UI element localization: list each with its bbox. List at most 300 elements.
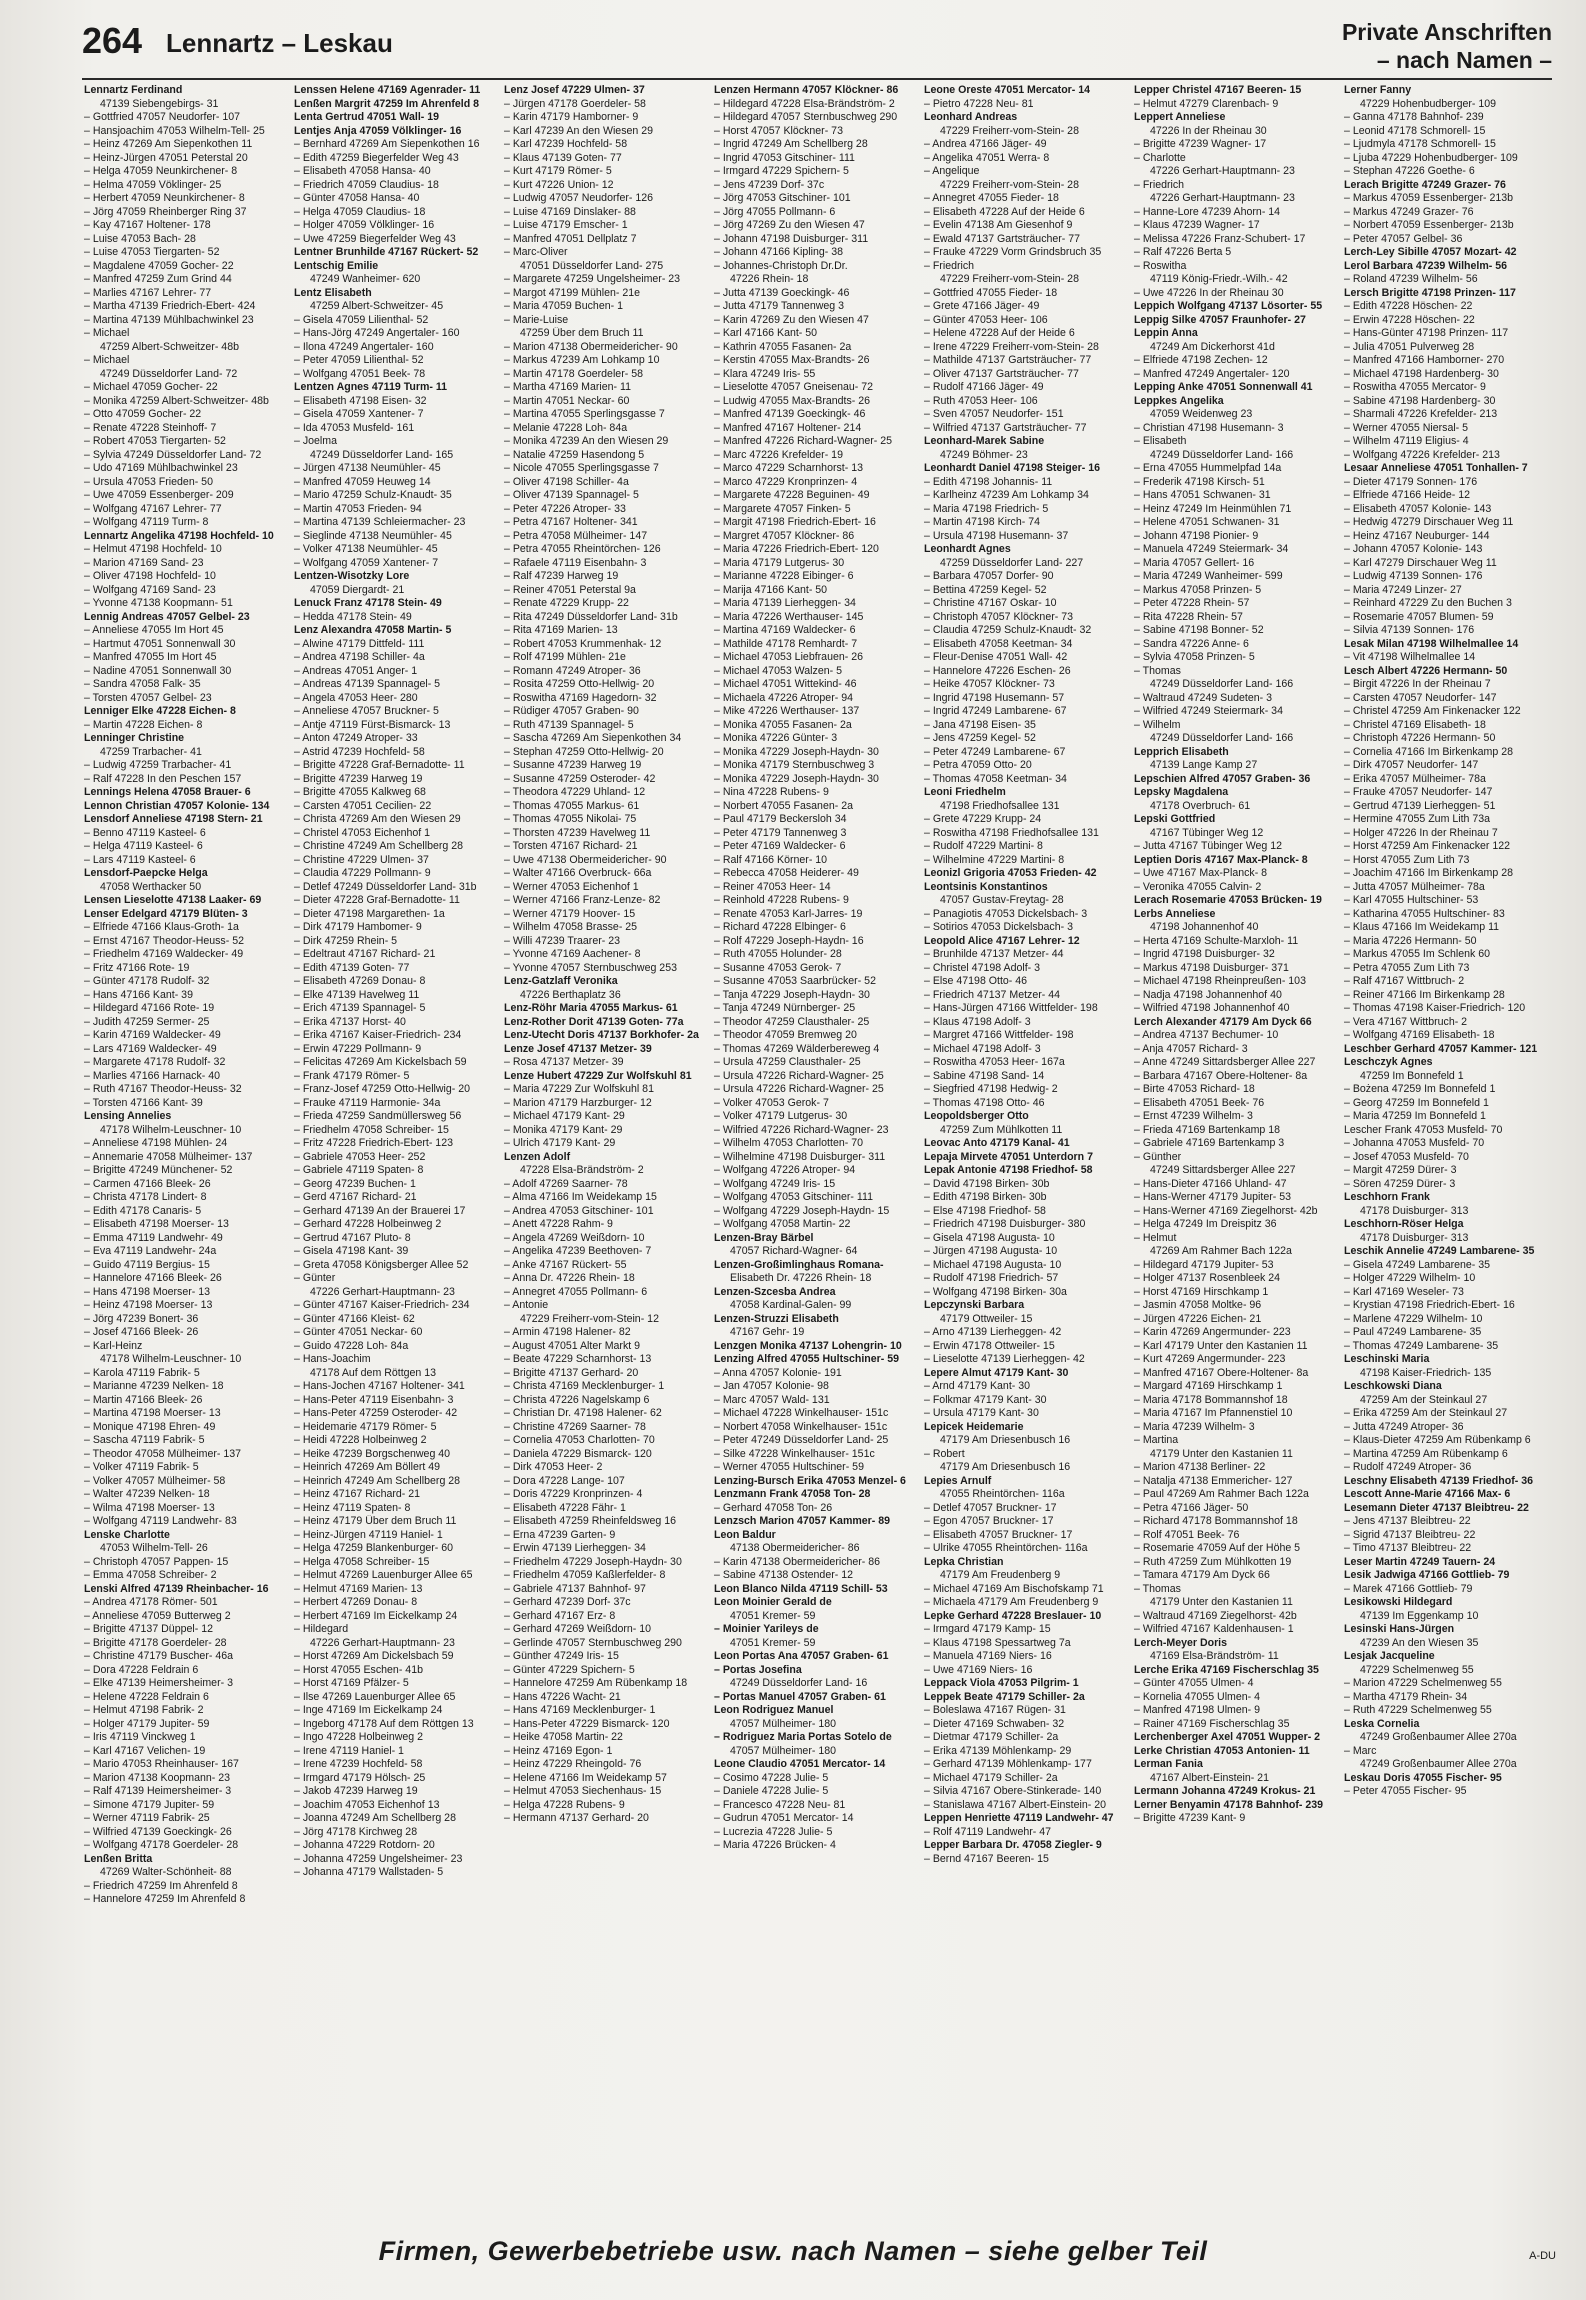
listing-entry: 47198 Johannenhof 40 bbox=[1150, 921, 1259, 933]
listing-entry: – Gerhard 47139 Möhlenkamp- 177 bbox=[924, 1758, 1092, 1770]
listing-entry: – Marc 47226 Krefelder- 19 bbox=[714, 448, 843, 461]
listing-column-6 bbox=[1134, 84, 1334, 2184]
listing-entry: 47249 Düsseldorfer Land- 165 bbox=[310, 448, 454, 461]
listing-entry: – Antonie bbox=[504, 1299, 549, 1311]
listing-entry: – Thomas 47249 Lambarene- 35 bbox=[1344, 1339, 1499, 1352]
listing-entry: – Bernhard 47269 Am Siepenkothen 16 bbox=[294, 138, 480, 150]
listing-entry: – Holger 47226 In der Rheinau 7 bbox=[1344, 826, 1498, 839]
listing-entry-head: Lensdorf-Paepcke Helga bbox=[84, 867, 208, 879]
listing-entry: – Helmut 47169 Marien- 13 bbox=[294, 1582, 423, 1595]
listing-entry: – Lieselotte 47057 Gneisenau- 72 bbox=[714, 381, 874, 393]
listing-entry: – Dora 47228 Lange- 107 bbox=[504, 1474, 625, 1487]
listing-entry: – Michael bbox=[84, 354, 130, 366]
listing-entry: – Benno 47119 Kasteel- 6 bbox=[84, 826, 206, 839]
listing-entry: – Marianne 47239 Nelken- 18 bbox=[84, 1380, 224, 1392]
listing-entry: – Ernst 47167 Theodor-Heuss- 52 bbox=[84, 934, 244, 947]
listing-entry: – Jens 47239 Dorf- 37c bbox=[714, 178, 825, 191]
listing-column-5 bbox=[924, 84, 1124, 2184]
listing-entry: – Brigitte 47178 Goerdeler- 28 bbox=[84, 1636, 227, 1649]
listing-entry: – Willi 47239 Traarer- 23 bbox=[504, 934, 620, 947]
listing-entry: 47179 Ottweiler- 15 bbox=[940, 1312, 1033, 1325]
listing-entry: – Margot 47199 Mühlen- 21e bbox=[504, 286, 641, 299]
listing-entry: – Josef 47166 Bleek- 26 bbox=[84, 1326, 199, 1338]
listing-entry: – Sven 47057 Neudorfer- 151 bbox=[924, 408, 1064, 420]
listing-entry: – Angela 47269 Weißdorn- 10 bbox=[504, 1231, 645, 1244]
listing-entry: – Helga 47249 Im Dreispitz 36 bbox=[1134, 1218, 1277, 1230]
listing-entry: – Martina 47139 Mühlbachwinkel 23 bbox=[84, 313, 254, 326]
listing-entry: – Rebecca 47058 Heiderer- 49 bbox=[714, 867, 859, 879]
listing-entry: – Ralf 47167 Wittbruch- 2 bbox=[1344, 975, 1465, 987]
listing-entry: – Elke 47139 Heimersheimer- 3 bbox=[84, 1677, 233, 1689]
listing-entry: – Heinz 47167 Neuburger- 144 bbox=[1344, 529, 1490, 542]
listing-entry: – Pietro 47228 Neu- 81 bbox=[924, 97, 1034, 110]
listing-entry: – Peter 47055 Fischer- 95 bbox=[1344, 1785, 1467, 1797]
listing-entry: – Rudolf 47249 Atroper- 36 bbox=[1344, 1461, 1472, 1473]
listing-entry: – Karl 47239 An den Wiesen 29 bbox=[504, 124, 654, 137]
listing-entry-head: Lenser Edelgard 47179 Blüten- 3 bbox=[84, 907, 248, 920]
listing-entry: – Ilse 47269 Lauenburger Allee 65 bbox=[294, 1690, 456, 1703]
listing-entry: – Christine 47269 Saarner- 78 bbox=[504, 1420, 646, 1433]
listing-entry-head: Lenz-Gatzlaff Veronika bbox=[504, 975, 618, 987]
listing-entry-head: Leonhard Andreas bbox=[924, 111, 1018, 123]
listing-entry: 47167 Gehr- 19 bbox=[730, 1326, 805, 1338]
listing-entry: – Wolfgang 47178 Goerdeler- 28 bbox=[84, 1839, 239, 1851]
listing-entry: – Christel 47169 Elisabeth- 18 bbox=[1344, 718, 1486, 731]
listing-entry: 47059 Diergardt- 21 bbox=[310, 583, 405, 596]
listing-entry: 47138 Obermeidericher- 86 bbox=[730, 1542, 860, 1554]
listing-entry-head: Leon Moinier Gerald de bbox=[714, 1596, 832, 1608]
listing-entry: – Dietmar 47179 Schiller- 2a bbox=[924, 1731, 1059, 1743]
listing-entry: – Vit 47198 Wilhelmallee 14 bbox=[1344, 651, 1476, 663]
listing-entry: – Elisabeth 47269 Donau- 8 bbox=[294, 975, 426, 987]
listing-entry: – Angelika 47239 Beethoven- 7 bbox=[504, 1245, 652, 1257]
listing-entry: – Susanne 47053 Saarbrücker- 52 bbox=[714, 975, 876, 987]
listing-entry-head: Leschinski Maria bbox=[1344, 1353, 1430, 1365]
listing-entry-head: Lennartz Angelika 47198 Hochfeld- 10 bbox=[84, 529, 274, 542]
listing-entry: – Andrea 47053 Gitschiner- 101 bbox=[504, 1204, 654, 1217]
listing-entry: – Markus 47239 Am Lohkamp 10 bbox=[504, 354, 660, 366]
listing-entry-head: Lenzen Hermann 47057 Klöckner- 86 bbox=[714, 84, 899, 96]
listing-entry: 47167 Albert-Einstein- 21 bbox=[1150, 1771, 1269, 1784]
listing-entry: – Reinhard 47229 Zu den Buchen 3 bbox=[1344, 597, 1512, 609]
listing-column-3 bbox=[504, 84, 704, 2184]
listing-entry: – Else 47198 Otto- 46 bbox=[924, 975, 1028, 987]
listing-entry: – Krystian 47198 Friedrich-Ebert- 16 bbox=[1344, 1299, 1515, 1311]
footer-note: Firmen, Gewerbebetriebe usw. nach Namen – siehe gelber Teil bbox=[378, 2236, 1208, 2266]
listing-entry: – Maria 47226 Friedrich-Ebert- 120 bbox=[714, 543, 879, 555]
listing-entry: – Alwine 47179 Dittfeld- 111 bbox=[294, 637, 425, 650]
listing-entry: – Grete 47166 Jäger- 49 bbox=[924, 300, 1040, 312]
listing-entry: – Wolfgang 47051 Beek- 78 bbox=[294, 367, 426, 380]
listing-entry: – Margarete 47259 Ungelsheimer- 23 bbox=[504, 273, 681, 285]
listing-entry: – Marija 47166 Kant- 50 bbox=[714, 583, 828, 596]
listing-entry: – Helga 47058 Schreiber- 15 bbox=[294, 1555, 430, 1568]
listing-entry: 47259 Albert-Schweitzer- 45 bbox=[310, 300, 444, 312]
listing-entry: – Hermine 47055 Zum Lith 73a bbox=[1344, 813, 1491, 825]
listing-entry: – Martha 47139 Friedrich-Ebert- 424 bbox=[84, 300, 256, 312]
listing-entry: – Martha 47169 Marien- 11 bbox=[504, 381, 632, 393]
listing-entry: – Brigitte 47228 Graf-Bernadotte- 11 bbox=[294, 759, 465, 771]
listing-entry-head: Leschhorn Frank bbox=[1344, 1191, 1430, 1203]
listing-entry: – Helmut 47198 Hochfeld- 10 bbox=[84, 543, 222, 555]
listing-entry: – Martin 47198 Kirch- 74 bbox=[924, 516, 1041, 528]
listing-entry-head: Lepaja Mirvete 47051 Unterdorn 7 bbox=[924, 1150, 1093, 1163]
listing-entry: – Martina 47169 Waldecker- 6 bbox=[714, 624, 856, 636]
listing-entry: – Uwe 47167 Max-Planck- 8 bbox=[1134, 867, 1268, 879]
listing-entry: – Sandra 47058 Falk- 35 bbox=[84, 678, 201, 690]
listing-entry: – Monika 47229 Joseph-Haydn- 30 bbox=[714, 745, 879, 758]
listing-entry: – Elisabeth 47058 Hansa- 40 bbox=[294, 165, 431, 177]
listing-entry: – Sabine 47198 Bonner- 52 bbox=[1134, 624, 1264, 636]
footer-code: A-DU bbox=[1529, 2250, 1556, 2262]
listing-entry: – Uwe 47059 Essenberger- 209 bbox=[84, 489, 234, 501]
listing-entry: – Heinz 47269 Am Siepenkothen 11 bbox=[84, 138, 253, 150]
listing-entry: – Kurt 47269 Angermunder- 223 bbox=[1134, 1353, 1286, 1365]
listing-entry-head: Lepping Anke 47051 Sonnenwall 41 bbox=[1134, 381, 1313, 393]
listing-entry: – Detlef 47249 Düsseldorfer Land- 31b bbox=[294, 880, 477, 893]
listing-entry: – Herbert 47269 Donau- 8 bbox=[294, 1596, 418, 1608]
listing-entry: 47249 Düsseldorfer Land- 166 bbox=[1150, 448, 1294, 461]
listing-entry: 47226 Gerhart-Hauptmann- 23 bbox=[1150, 165, 1295, 177]
listing-entry: – Karola 47119 Fabrik- 5 bbox=[84, 1366, 200, 1379]
listing-entry: – Jürgen 47178 Goerdeler- 58 bbox=[504, 97, 646, 110]
listing-entry: – Renate 47053 Karl-Jarres- 19 bbox=[714, 907, 863, 920]
listing-entry: – Wilhelm bbox=[1134, 718, 1181, 731]
listing-entry: – Anett 47228 Rahm- 9 bbox=[504, 1218, 613, 1230]
listing-entry: – Horst 47169 Hirschkamp 1 bbox=[1134, 1285, 1269, 1298]
listing-entry: 47259 Am der Steinkaul 27 bbox=[1360, 1393, 1488, 1406]
listing-entry: – Robert bbox=[924, 1447, 965, 1460]
listing-entry: – Günter bbox=[294, 1272, 336, 1284]
listing-entry: 47178 Overbruch- 61 bbox=[1150, 799, 1251, 812]
listing-entry: – Hans-Joachim bbox=[294, 1353, 371, 1365]
listing-entry: – Barbara 47167 Obere-Holtener- 8a bbox=[1134, 1069, 1308, 1082]
listing-entry: – Yvonne 47057 Sternbuschweg 253 bbox=[504, 961, 677, 974]
listing-entry: – Manfred 47259 Zum Grind 44 bbox=[84, 273, 232, 285]
listing-entry: – Oliver 47198 Schiller- 4a bbox=[504, 475, 629, 488]
listing-entry: – Christel 47198 Adolf- 3 bbox=[924, 961, 1041, 974]
listing-entry-head: Lerch-Ley Sibille 47057 Mozart- 42 bbox=[1344, 246, 1517, 258]
listing-entry: – Dora 47228 Feldrain 6 bbox=[84, 1663, 199, 1676]
listing-columns bbox=[84, 84, 1570, 2184]
listing-entry: – Jörg 47053 Gitschiner- 101 bbox=[714, 192, 851, 204]
section-title-line2: – nach Namen – bbox=[1376, 47, 1552, 73]
listing-entry: – Martina 47259 Am Rübenkamp 6 bbox=[1344, 1447, 1508, 1460]
listing-entry: – Jutta 47167 Tübinger Weg 12 bbox=[1134, 840, 1283, 852]
listing-entry: – Manfred 47167 Obere-Holtener- 8a bbox=[1134, 1366, 1309, 1379]
listing-entry-head: Lepsky Magdalena bbox=[1134, 786, 1229, 798]
listing-entry: – Hans 47226 Wacht- 21 bbox=[504, 1690, 621, 1703]
listing-entry: – Georg 47239 Buchen- 1 bbox=[294, 1177, 416, 1190]
listing-entry: – Boleslawa 47167 Rügen- 31 bbox=[924, 1704, 1066, 1716]
listing-entry: – Ulrike 47055 Rheintörchen- 116a bbox=[924, 1542, 1088, 1554]
listing-entry: – Martha 47179 Rhein- 34 bbox=[1344, 1690, 1468, 1703]
listing-entry: 47249 Großenbaumer Allee 270a bbox=[1360, 1731, 1517, 1743]
listing-entry: – Edith 47228 Höschen- 22 bbox=[1344, 300, 1473, 312]
listing-entry: – Peter 47249 Lambarene- 67 bbox=[924, 745, 1066, 758]
listing-entry-head: Lepere Almut 47179 Kant- 30 bbox=[924, 1366, 1069, 1379]
listing-entry: – Helga 47259 Blankenburger- 60 bbox=[294, 1542, 454, 1554]
listing-entry-head: Lerch-Meyer Doris bbox=[1134, 1636, 1228, 1649]
listing-entry-head: Leppin Anna bbox=[1134, 327, 1198, 339]
listing-entry-head: Lepicek Heidemarie bbox=[924, 1420, 1024, 1433]
listing-entry: – Rainer 47169 Fischerschlag 35 bbox=[1134, 1717, 1290, 1730]
listing-entry: – Karin 47269 Angermunder- 223 bbox=[1134, 1326, 1291, 1338]
listing-entry-head: Lenuck Franz 47178 Stein- 49 bbox=[294, 597, 442, 609]
listing-entry: – Luise 47169 Dinslaker- 88 bbox=[504, 205, 636, 218]
listing-entry: – Renate 47228 Steinhoff- 7 bbox=[84, 421, 217, 434]
listing-entry: – Christine 47229 Ulmen- 37 bbox=[294, 853, 429, 866]
listing-entry: – Hannelore 47259 Im Ahrenfeld 8 bbox=[84, 1893, 246, 1905]
listing-entry: – Marion 47169 Sand- 23 bbox=[84, 556, 204, 569]
listing-entry: – Helma 47059 Vöklinger- 25 bbox=[84, 178, 222, 191]
listing-entry: – Werner 47053 Eichenhof 1 bbox=[504, 880, 639, 893]
listing-entry-head: Leovac Anto 47179 Kanal- 41 bbox=[924, 1137, 1070, 1149]
listing-entry-head: Lesak Milan 47198 Wilhelmallee 14 bbox=[1344, 637, 1519, 650]
listing-entry: 47178 Duisburger- 313 bbox=[1360, 1231, 1469, 1244]
listing-entry: 47169 Elsa-Brändström- 11 bbox=[1150, 1650, 1279, 1662]
listing-entry: – Heinz-Jürgen 47119 Haniel- 1 bbox=[294, 1528, 443, 1541]
listing-entry: – Lucrezia 47228 Julie- 5 bbox=[714, 1825, 833, 1838]
listing-entry: – Karin 47169 Waldecker- 49 bbox=[84, 1029, 221, 1041]
listing-entry: – Wilfried 47226 Richard-Wagner- 23 bbox=[714, 1123, 889, 1136]
listing-entry-head: Lentzen Agnes 47119 Turm- 11 bbox=[294, 381, 448, 393]
listing-entry: – Astrid 47239 Hochfeld- 58 bbox=[294, 745, 425, 758]
listing-entry: – Carsten 47057 Neudorfer- 147 bbox=[1344, 691, 1497, 704]
listing-entry: – Erwin 47139 Lierheggen- 34 bbox=[504, 1542, 646, 1554]
listing-entry: 47058 Kardinal-Galen- 99 bbox=[730, 1299, 852, 1311]
listing-entry-head: Lenze Josef 47137 Metzer- 39 bbox=[504, 1042, 652, 1055]
listing-entry: – Hanne-Lore 47239 Ahorn- 14 bbox=[1134, 205, 1281, 218]
listing-entry-head: – Moinier Yarileys de bbox=[714, 1623, 819, 1635]
listing-entry: – Grete 47229 Krupp- 24 bbox=[924, 813, 1042, 825]
listing-entry-head: Lepper Christel 47167 Beeren- 15 bbox=[1134, 84, 1302, 96]
listing-entry: 47229 Freiherr-vom-Stein- 12 bbox=[520, 1312, 659, 1325]
listing-entry: – Manuela 47169 Niers- 16 bbox=[924, 1650, 1052, 1662]
listing-entry: – Marlies 47166 Harnack- 40 bbox=[84, 1069, 221, 1082]
listing-entry: – Kay 47167 Holtener- 178 bbox=[84, 219, 211, 231]
listing-entry: – Yvonne 47138 Koopmann- 51 bbox=[84, 597, 233, 609]
listing-entry: – Christoph 47057 Klöckner- 73 bbox=[924, 610, 1073, 623]
listing-entry: – Elisabeth 47198 Moerser- 13 bbox=[84, 1218, 229, 1230]
listing-entry: – Ralf 47166 Körner- 10 bbox=[714, 853, 828, 866]
listing-entry-head: Lescott Anne-Marie 47166 Max- 6 bbox=[1344, 1488, 1511, 1500]
listing-entry: – Hans 47169 Mecklenburger- 1 bbox=[504, 1704, 656, 1716]
listing-entry: – Heinrich 47249 Am Schellberg 28 bbox=[294, 1474, 461, 1487]
listing-entry: – Ilona 47249 Angertaler- 160 bbox=[294, 340, 434, 353]
listing-entry: – Ludwig 47259 Trarbacher- 41 bbox=[84, 759, 232, 771]
listing-entry: – Gabriele 47119 Spaten- 8 bbox=[294, 1164, 424, 1176]
listing-entry: – Wolfgang 47226 Atroper- 94 bbox=[714, 1164, 856, 1176]
listing-entry: – Fritz 47228 Friedrich-Ebert- 123 bbox=[294, 1137, 453, 1149]
listing-entry: – Christa 47226 Nagelskamp 6 bbox=[504, 1393, 650, 1406]
listing-entry: – Otto 47059 Gocher- 22 bbox=[84, 408, 202, 420]
listing-entry: – Wolfgang 47198 Birken- 30a bbox=[924, 1285, 1067, 1298]
listing-entry: – Stephan 47259 Otto-Hellwig- 20 bbox=[504, 745, 664, 758]
listing-entry: – Nadine 47051 Sonnenwall 30 bbox=[84, 664, 232, 677]
listing-entry: – Gerlinde 47057 Sternbuschweg 290 bbox=[504, 1636, 682, 1649]
listing-entry-head: Lenske Charlotte bbox=[84, 1528, 170, 1541]
listing-entry: 47178 Wilhelm-Leuschner- 10 bbox=[100, 1353, 242, 1365]
listing-entry-head: Lenzen-Bray Bärbel bbox=[714, 1231, 814, 1244]
listing-entry: – Frauke 47229 Vorm Grindsbruch 35 bbox=[924, 246, 1102, 258]
listing-entry: – Jakob 47239 Harweg 19 bbox=[294, 1785, 418, 1797]
listing-entry: – Angelique bbox=[924, 165, 980, 177]
listing-entry-head: Lepies Arnulf bbox=[924, 1474, 992, 1487]
listing-entry: – Arnd 47179 Kant- 30 bbox=[924, 1380, 1031, 1392]
listing-entry-head: Lermann Johanna 47249 Krokus- 21 bbox=[1134, 1785, 1316, 1797]
listing-entry: – Stephan 47226 Goethe- 6 bbox=[1344, 165, 1475, 177]
listing-entry: – Dirk 47259 Rhein- 5 bbox=[294, 934, 398, 947]
listing-entry: – Jörg 47239 Bonert- 36 bbox=[84, 1312, 199, 1325]
listing-entry: – Guido 47228 Loh- 84a bbox=[294, 1339, 409, 1352]
listing-entry: – Edith 47198 Birken- 30b bbox=[924, 1191, 1047, 1203]
listing-entry: 47059 Weidenweg 23 bbox=[1150, 408, 1253, 420]
listing-entry: – Maria 47226 Brücken- 4 bbox=[714, 1839, 836, 1851]
listing-entry: – Wolfgang 47119 Landwehr- 83 bbox=[84, 1515, 237, 1527]
listing-entry: 47229 Schelmenweg 55 bbox=[1360, 1663, 1474, 1676]
listing-entry: – Wilhelm 47053 Charlotten- 70 bbox=[714, 1137, 863, 1149]
listing-entry: – Friedhelm 47058 Schreiber- 15 bbox=[294, 1123, 449, 1136]
section-title bbox=[1342, 18, 1552, 74]
listing-entry: – Werner 47055 Hultschiner- 59 bbox=[714, 1461, 864, 1473]
listing-entry-head: Leonhardt Agnes bbox=[924, 543, 1011, 555]
listing-entry: 47226 Gerhart-Hauptmann- 23 bbox=[310, 1285, 455, 1298]
listing-entry: – Erwin 47228 Höschen- 22 bbox=[1344, 313, 1475, 326]
listing-entry: – Martin 47053 Frieden- 94 bbox=[294, 502, 422, 515]
listing-entry: – Helga 47228 Rubens- 9 bbox=[504, 1798, 625, 1811]
listing-entry-head: Lensing Annelies bbox=[84, 1110, 172, 1122]
listing-entry: – Peter 47249 Düsseldorfer Land- 25 bbox=[714, 1434, 889, 1446]
listing-entry-head: Lesemann Dieter 47137 Bleibtreu- 22 bbox=[1344, 1501, 1529, 1514]
listing-entry: – Michael 47198 Augusta- 10 bbox=[924, 1258, 1062, 1271]
listing-entry: – Ljudmyla 47178 Schmorell- 15 bbox=[1344, 138, 1496, 150]
listing-entry: – Oliver 47137 Gartsträucher- 77 bbox=[924, 367, 1079, 380]
listing-entry: – Hildegard 47228 Elsa-Brändström- 2 bbox=[714, 97, 895, 110]
listing-entry: – Thomas 47055 Nikolai- 75 bbox=[504, 813, 637, 825]
listing-entry: – Wilfried 47139 Goeckingk- 26 bbox=[84, 1825, 232, 1838]
listing-entry: – Rafaele 47119 Eisenbahn- 3 bbox=[504, 556, 647, 569]
listing-entry: – Klaus 47198 Spessartweg 7a bbox=[924, 1636, 1071, 1649]
listing-entry: 47249 Düsseldorfer Land- 16 bbox=[730, 1677, 868, 1689]
listing-entry: – Irmgard 47179 Kamp- 15 bbox=[924, 1623, 1051, 1635]
listing-entry: – Wolfgang 47169 Sand- 23 bbox=[84, 583, 216, 596]
listing-entry: – Franz-Josef 47259 Otto-Hellwig- 20 bbox=[294, 1083, 471, 1095]
listing-column-4 bbox=[714, 84, 914, 2184]
listing-entry: – Margarete 47057 Finken- 5 bbox=[714, 502, 851, 515]
listing-entry-head: Lenze Hubert 47229 Zur Wolfskuhl 81 bbox=[504, 1069, 692, 1082]
listing-entry: – Hans 47051 Schwanen- 31 bbox=[1134, 489, 1271, 501]
listing-entry: – Gerhard 47228 Holbeinweg 2 bbox=[294, 1218, 442, 1230]
listing-entry: – Theodor 47259 Clausthaler- 25 bbox=[714, 1015, 870, 1028]
listing-entry-head: Lenzen-Struzzi Elisabeth bbox=[714, 1312, 839, 1325]
listing-entry: – Heike 47058 Martin- 22 bbox=[504, 1731, 623, 1743]
listing-entry: – Else 47198 Friedhof- 58 bbox=[924, 1204, 1046, 1217]
listing-entry: – Katharina 47055 Hultschiner- 83 bbox=[1344, 907, 1505, 920]
listing-entry: – Oliver 47198 Hochfeld- 10 bbox=[84, 570, 216, 582]
listing-entry: – Manuela 47249 Steiermark- 34 bbox=[1134, 543, 1289, 555]
listing-entry: – Heinz 47249 Im Heinmühlen 71 bbox=[1134, 502, 1292, 515]
listing-entry-head: Lenzen Adolf bbox=[504, 1150, 571, 1163]
listing-entry: – Manfred 47226 Richard-Wagner- 25 bbox=[714, 435, 893, 447]
listing-entry: – Günter 47055 Ulmen- 4 bbox=[1134, 1677, 1254, 1689]
listing-entry: – Anneliese 47055 Im Hort 45 bbox=[84, 624, 224, 636]
listing-entry-head: Lenzing-Bursch Erika 47053 Menzel- 6 bbox=[714, 1474, 906, 1487]
listing-entry-head: Lenzgen Monika 47137 Lohengrin- 10 bbox=[714, 1339, 902, 1352]
listing-entry: – Maria 47226 Hermann- 50 bbox=[1344, 934, 1477, 947]
header-rule bbox=[82, 78, 1552, 80]
listing-entry: – Ursula 47226 Richard-Wagner- 25 bbox=[714, 1083, 884, 1095]
listing-entry: – Hildegard 47057 Sternbuschweg 290 bbox=[714, 111, 898, 123]
listing-entry: – Marlies 47167 Lehrer- 77 bbox=[84, 286, 212, 299]
listing-entry-head: Leskau Doris 47055 Fischer- 95 bbox=[1344, 1771, 1502, 1784]
listing-entry: – Peter 47179 Tannenweg 3 bbox=[714, 826, 847, 839]
listing-entry: – Beate 47229 Scharnhorst- 13 bbox=[504, 1353, 652, 1365]
listing-entry: – Thomas 47269 Wälderbereweg 4 bbox=[714, 1042, 880, 1055]
listing-entry: – Martina 47139 Schleiermacher- 23 bbox=[294, 516, 466, 528]
listing-entry: – Roswitha bbox=[1134, 259, 1187, 272]
listing-entry: – Heinz 47198 Moerser- 13 bbox=[84, 1299, 213, 1311]
listing-entry: – Arno 47139 Lierheggen- 42 bbox=[924, 1326, 1062, 1338]
listing-entry: – Veronika 47055 Calvin- 2 bbox=[1134, 880, 1262, 893]
listing-entry: – Manfred 47139 Goeckingk- 46 bbox=[714, 408, 866, 420]
listing-entry-head: Leon Rodriguez Manuel bbox=[714, 1704, 834, 1716]
listing-entry: – Karl 47055 Hultschiner- 53 bbox=[1344, 894, 1479, 906]
listing-entry: – Tamara 47179 Am Dyck 66 bbox=[1134, 1569, 1270, 1581]
listing-entry-head: Lenzsch Marion 47057 Kammer- 89 bbox=[714, 1515, 891, 1527]
listing-entry-head: Leon Blanco Nilda 47119 Schill- 53 bbox=[714, 1582, 888, 1595]
listing-entry: 47249 Großenbaumer Allee 270a bbox=[1360, 1758, 1517, 1770]
listing-entry: – Johanna 47179 Wallstaden- 5 bbox=[294, 1866, 444, 1878]
listing-entry: – Anneliese 47057 Bruckner- 5 bbox=[294, 705, 439, 717]
listing-entry: – Heidi 47228 Holbeinweg 2 bbox=[294, 1434, 427, 1446]
listing-entry: – Martina 47198 Moerser- 13 bbox=[84, 1407, 221, 1419]
listing-entry: – Gottfried 47055 Fieder- 18 bbox=[924, 286, 1058, 299]
listing-entry: – Jörg 47059 Rheinberger Ring 37 bbox=[84, 205, 247, 218]
listing-entry: – Marc-Oliver bbox=[504, 246, 568, 258]
listing-entry: – Hans-Günter 47198 Prinzen- 117 bbox=[1344, 327, 1509, 339]
listing-entry: – Gudrun 47051 Mercator- 14 bbox=[714, 1812, 854, 1824]
listing-entry: – Monika 47179 Kant- 29 bbox=[504, 1123, 623, 1136]
listing-entry: – Hannelore 47259 Am Rübenkamp 18 bbox=[504, 1677, 688, 1689]
listing-entry: 47239 An den Wiesen 35 bbox=[1360, 1636, 1479, 1649]
listing-entry-head: Leon Baldur bbox=[714, 1528, 776, 1541]
listing-entry-head: Lenssen Helene 47169 Agenrader- 11 bbox=[294, 84, 481, 96]
listing-entry-head: Leone Oreste 47051 Mercator- 14 bbox=[924, 84, 1091, 96]
listing-entry-head: Lentz Elisabeth bbox=[294, 286, 372, 299]
listing-entry: – Waltraud 47169 Ziegelhorst- 42b bbox=[1134, 1609, 1297, 1622]
listing-entry: – Sabine 47198 Sand- 14 bbox=[924, 1069, 1045, 1082]
listing-entry: – Sascha 47119 Fabrik- 5 bbox=[84, 1434, 205, 1446]
listing-entry: – Oliver 47139 Spannagel- 5 bbox=[504, 489, 639, 501]
listing-entry: – Ruth 47139 Spannagel- 5 bbox=[504, 718, 634, 731]
listing-entry: 47167 Tübinger Weg 12 bbox=[1150, 826, 1264, 839]
listing-entry: 47229 Freiherr-vom-Stein- 28 bbox=[940, 178, 1079, 191]
listing-entry: – Thomas bbox=[1134, 1582, 1181, 1595]
listing-entry: – Günter 47053 Heer- 106 bbox=[924, 313, 1048, 326]
listing-entry: – Theodor 47058 Mülheimer- 137 bbox=[84, 1447, 242, 1460]
listing-entry: 47119 König-Friedr.-Wilh.- 42 bbox=[1150, 273, 1288, 285]
listing-entry: – Manfred 47059 Heuweg 14 bbox=[294, 475, 431, 488]
listing-entry: – Cosimo 47228 Julie- 5 bbox=[714, 1771, 829, 1784]
listing-entry: – Marie-Luise bbox=[504, 313, 569, 326]
listing-entry: – Rudolf 47166 Jäger- 49 bbox=[924, 381, 1044, 393]
listing-entry: – Hansjoachim 47053 Wilhelm-Tell- 25 bbox=[84, 124, 265, 137]
listing-entry-head: Leppek Beate 47179 Schiller- 2a bbox=[924, 1690, 1085, 1703]
listing-entry: – Helene 47228 Auf der Heide 6 bbox=[924, 327, 1075, 339]
listing-entry: – Michael bbox=[84, 327, 130, 339]
listing-entry: – Uwe 47226 In der Rheinau 30 bbox=[1134, 286, 1284, 299]
